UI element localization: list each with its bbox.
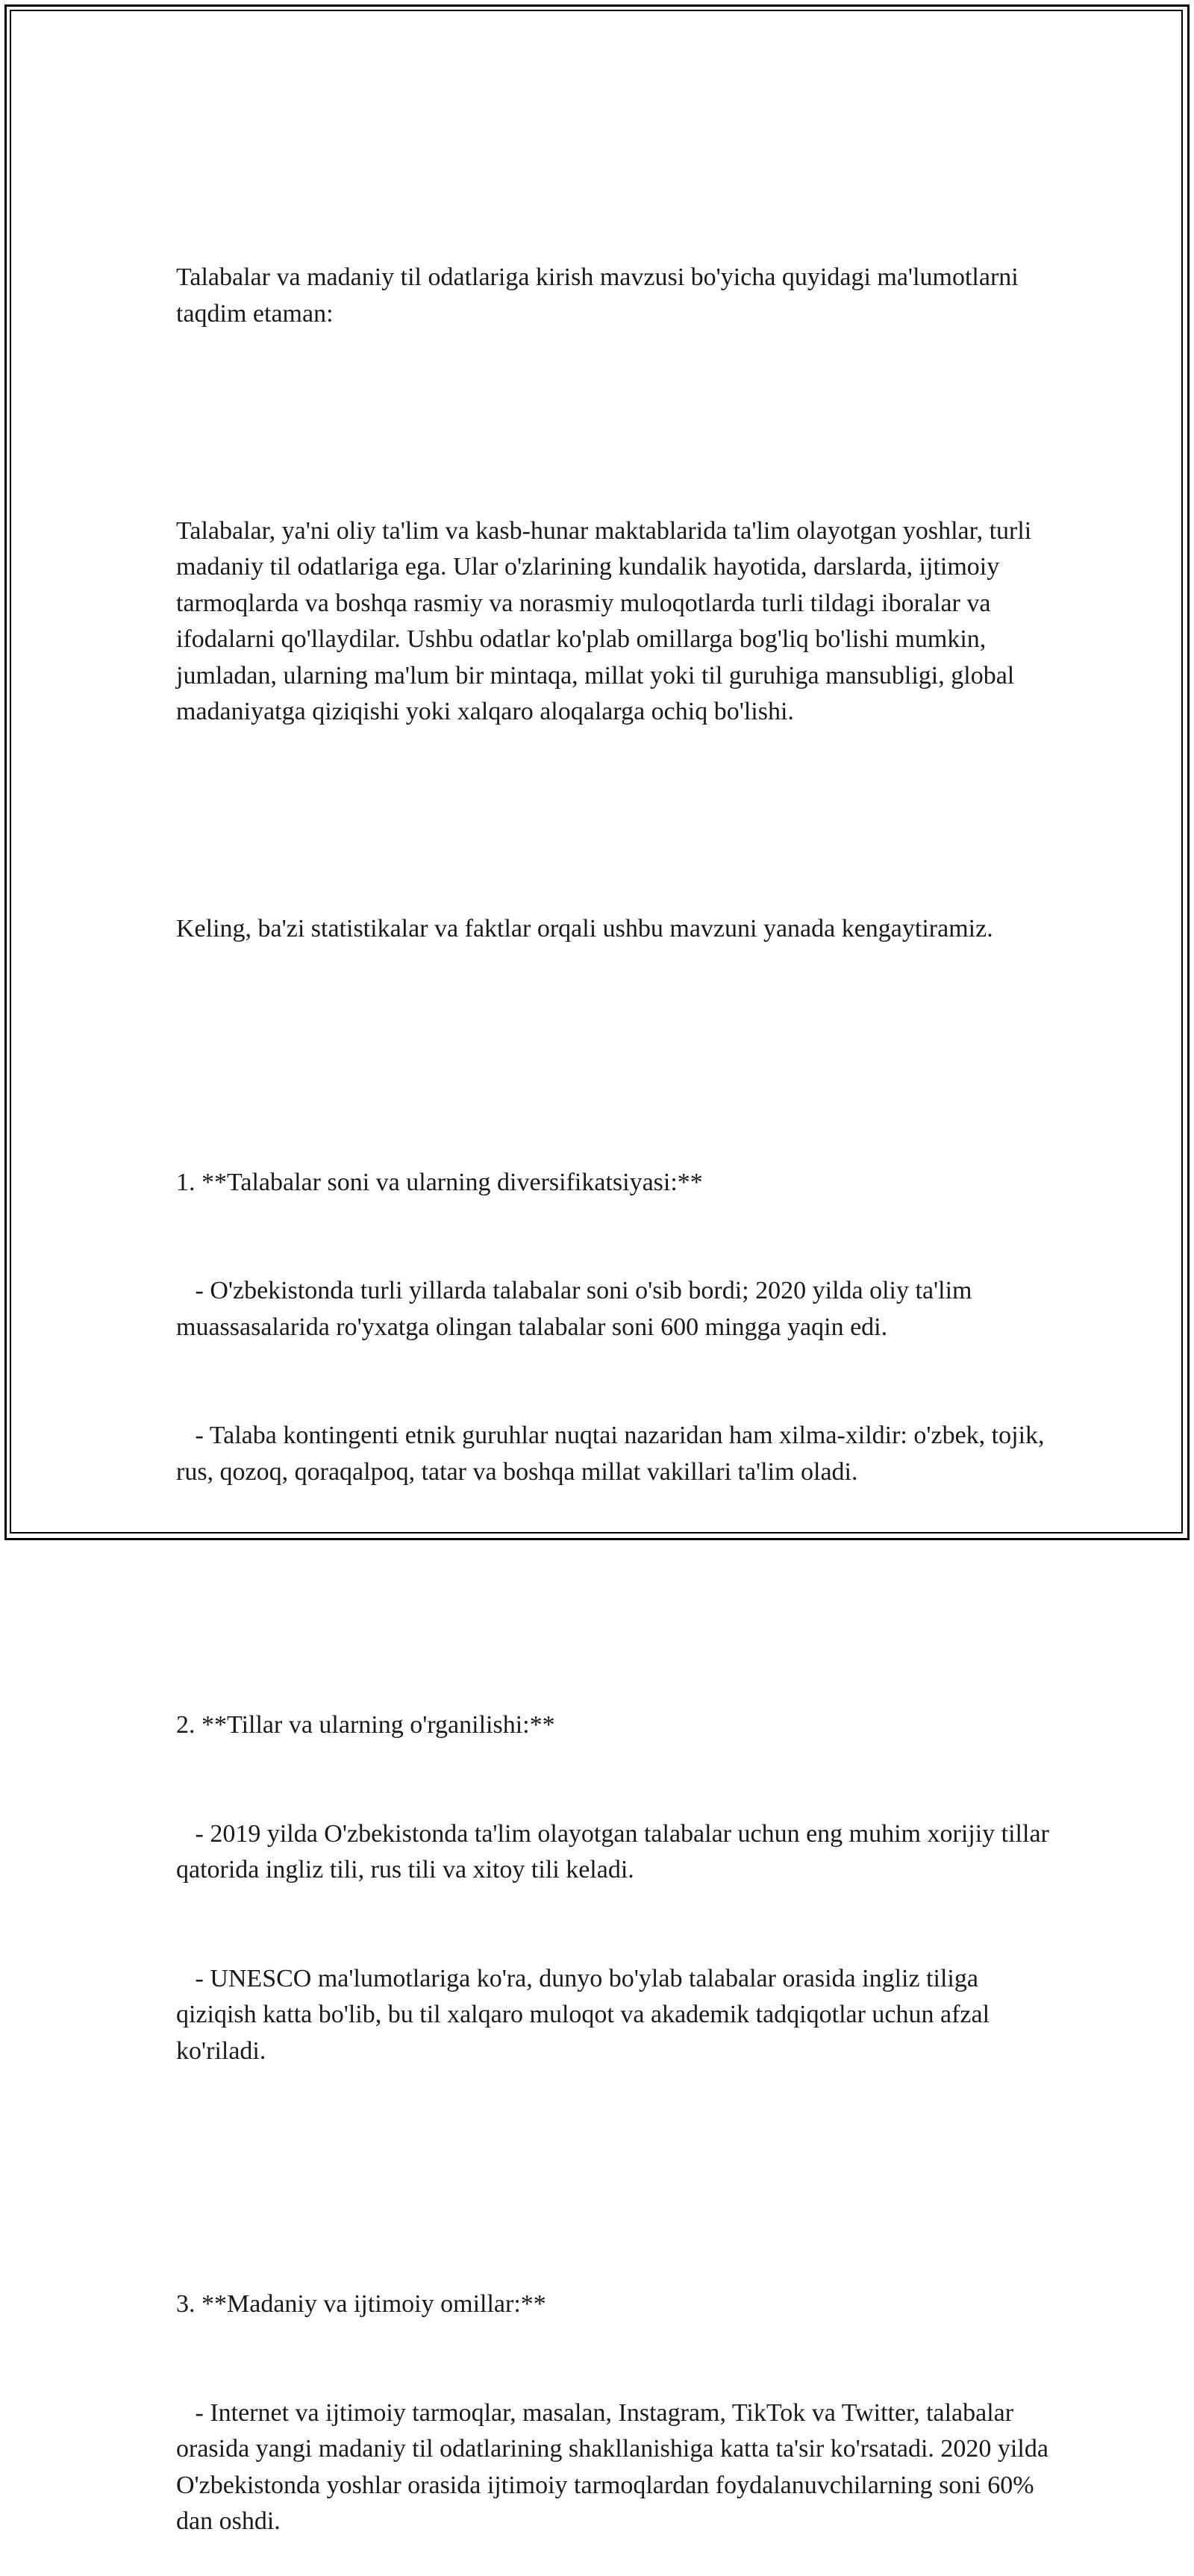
intro-paragraph: Talabalar va madaniy til odatlariga kirish mavzusi bo'yicha quyidagi ma'lumotlarni taqdim etaman: [176, 263, 1025, 328]
spacer [176, 803, 1057, 840]
section-2-item-1: - 2019 yilda O'zbekistonda ta'lim olayotgan talabalar uchun eng muhim xorijiy tillar qatorida ingliz tili, rus tili va xitoy tili keladi. [176, 1819, 1056, 1883]
section-2-heading: 2. **Tillar va ularning o'rganilishi:** [176, 1711, 555, 1739]
spacer [176, 1020, 1057, 1057]
body-paragraph-1: Talabalar, ya'ni oliy ta'lim va kasb-hunar maktablarida ta'lim olayotgan yoshlar, turli madaniy til odatlariga ega. Ular o'zlarining kundalik hayotida, darslarda, ijtimoiy tarmoqlarda va boshqa rasmiy va norasmiy muloqotlarda turli tildagi iboralar va ifodalarni qo'llaydilar. Ushbu odatlar ko'plab omillarga bog'liq bo'lishi mumkin, jumladan, ularning ma'lum bir mintaqa, millat yoki til guruhiga mansubligi, global madaniyatga qiziqishi yoki xalqaro aloqalarga ochiq bo'lishi. [176, 516, 1038, 725]
section-3-heading: 3. **Madaniy va ijtimoiy omillar:** [176, 2290, 546, 2318]
section-1-item-1: - O'zbekistonda turli yillarda talabalar soni o'sib bordi; 2020 yilda oliy ta'lim muassasalarida ro'yxatga olingan talabalar soni 600 mingga yaqin edi. [176, 1277, 979, 1341]
spacer [176, 404, 1057, 441]
body-paragraph-2: Keling, ba'zi statistikalar va faktlar orqali ushbu mavzuni yanada kengaytiramiz. [176, 915, 993, 942]
section-2-item-2: - UNESCO ma'lumotlariga ko'ra, dunyo bo'ylab talabalar orasida ingliz tiliga qiziqish katta bo'lib, bu til xalqaro muloqot va akademik tadqiqotlar uchun afzal ko'riladi. [176, 1964, 996, 2065]
spacer [176, 1563, 1057, 1599]
section-3-item-1: - Internet va ijtimoiy tarmoqlar, masalan, Instagram, TikTok va Twitter, talabalar orasida yangi madaniy til odatlarining shakllanishiga katta ta'sir ko'rsatadi. 2020 yilda O'zbekistonda yoshlar orasida ijtimoiy tarmoqlardan foydalanuvchilarning soni 60% dan oshdi. [176, 2398, 1055, 2535]
section-1-heading: 1. **Talabalar soni va ularning diversifikatsiyasi:** [176, 1168, 703, 1196]
document-body [176, 187, 1057, 2576]
section-1-item-2: - Talaba kontingenti etnik guruhlar nuqtai nazaridan ham xilma-xildir: o'zbek, tojik, rus, qozoq, qoraqalpoq, tatar va boshqa millat vakillari ta'lim oladi. [176, 1422, 1051, 1486]
spacer [176, 2142, 1057, 2178]
